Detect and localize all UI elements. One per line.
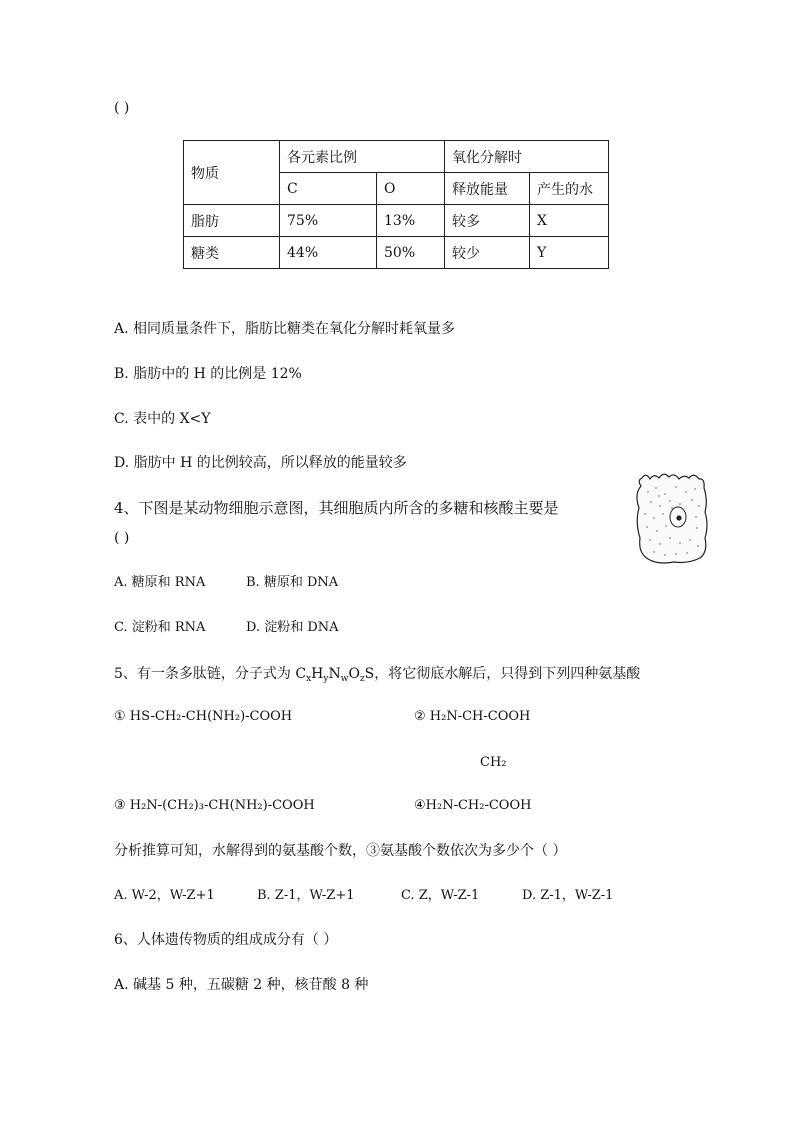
cell-energy: 较少 — [445, 237, 530, 269]
q4-option-a: A. 糖原和 RNA — [114, 575, 206, 590]
option-c: C. 表中的 X<Y — [114, 411, 211, 427]
cell-o: 13% — [377, 205, 445, 237]
q5-option-c: C. Z，W-Z-1 — [401, 888, 480, 903]
amino-acid-3-formula: ③ H₂N-(CH₂)₃-CH(NH₂)-COOH — [114, 798, 315, 813]
header-energy: 释放能量 — [445, 173, 530, 205]
option-b: B. 脂肪中的 H 的比例是 12% — [114, 366, 302, 382]
cell-c: 44% — [280, 237, 377, 269]
cell-water: X — [530, 205, 609, 237]
option-a: A. 相同质量条件下，脂肪比糖类在氧化分解时耗氧量多 — [114, 321, 456, 337]
q4-option-d: D. 淀粉和 DNA — [246, 620, 339, 635]
header-oxidation: 氧化分解时 — [445, 141, 609, 173]
question-5-prompt: 分析推算可知，水解得到的氨基酸个数，③氨基酸个数依次为多少个（ ） — [114, 843, 567, 859]
q5-option-b: B. Z-1，W-Z+1 — [257, 888, 355, 903]
table-row — [184, 237, 609, 269]
answer-paren: ( ) — [114, 100, 130, 116]
question-5-stem: 5、有一条多肽链，分子式为 $C_xH_yN_wO_zS$，将它彻底水解后，只得到下列四种氨基酸 — [114, 666, 641, 684]
cell-name: 糖类 — [184, 237, 280, 269]
q5-option-d: D. Z-1，W-Z-1 — [522, 888, 614, 903]
header-substance: 物质 — [184, 141, 280, 205]
header-c: C — [280, 173, 377, 205]
q5-option-a: A. W-2，W-Z+1 — [114, 888, 215, 903]
element-ratio-table — [183, 140, 609, 269]
table-row — [184, 205, 609, 237]
q4-option-b: B. 糖原和 DNA — [246, 575, 339, 590]
question-4-stem: 4、下图是某动物细胞示意图，其细胞质内所含的多糖和核酸主要是 — [114, 499, 559, 517]
amino-acid-2-formula: ② H₂N-CH-COOH — [414, 709, 531, 724]
animal-cell-diagram — [632, 470, 712, 566]
amino-acid-4-formula: ④H₂N-CH₂-COOH — [414, 798, 532, 813]
cell-name: 脂肪 — [184, 205, 280, 237]
cell-c: 75% — [280, 205, 377, 237]
stem-prefix: 5、有一条多肽链，分子式为 C — [114, 666, 307, 682]
stem-suffix: S，将它彻底水解后，只得到下列四种氨基酸 — [364, 666, 641, 682]
amino-acid-1-formula: ① HS-CH₂-CH(NH₂)-COOH — [114, 709, 293, 724]
header-water: 产生的水 — [530, 173, 609, 205]
q6-option-a: A. 碱基 5 种，五碳糖 2 种，核苷酸 8 种 — [114, 977, 369, 993]
cell-o: 50% — [377, 237, 445, 269]
cell-energy: 较多 — [445, 205, 530, 237]
amino-acid-2-side-chain: CH₂ — [480, 755, 507, 770]
header-element-ratio: 各元素比例 — [280, 141, 445, 173]
q4-option-c: C. 淀粉和 RNA — [114, 620, 206, 635]
option-d: D. 脂肪中 H 的比例较高，所以释放的能量较多 — [114, 455, 407, 471]
answer-paren: ( ) — [114, 530, 130, 546]
cell-water: Y — [530, 237, 609, 269]
header-o: O — [377, 173, 445, 205]
question-6-stem: 6、人体遗传物质的组成成分有（ ） — [114, 932, 338, 948]
